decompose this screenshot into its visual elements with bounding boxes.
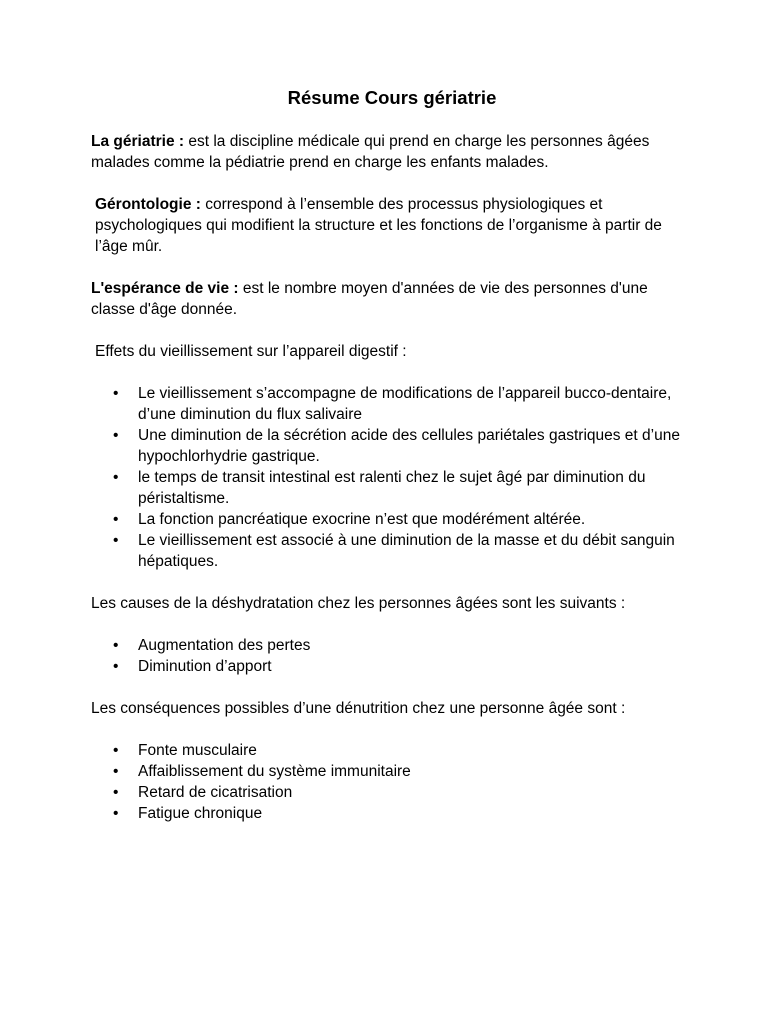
list-item: [91, 467, 691, 509]
definition-text: est le nombre moyen d'années de vie des personnes d'une classe d'âge donnée.: [91, 280, 648, 318]
list-item-text: Retard de cicatrisation: [138, 784, 293, 801]
bullet-icon: •: [113, 385, 119, 402]
section-heading-digestif: Effets du vieillissement sur l’appareil digestif :: [95, 343, 407, 360]
bullet-list-digestif: [91, 383, 691, 572]
list-item-text: Diminution d’apport: [138, 658, 272, 675]
bullet-icon: •: [113, 427, 119, 444]
bullet-icon: •: [113, 469, 119, 486]
definition-term: Gérontologie :: [95, 196, 201, 213]
list-item: [91, 803, 691, 824]
list-item-text: Fonte musculaire: [138, 742, 257, 759]
list-item-text: le temps de transit intestinal est ralenti chez le sujet âgé par diminution du péristaltisme.: [138, 469, 646, 507]
bullet-icon: •: [113, 742, 119, 759]
list-item: [91, 530, 691, 572]
bullet-icon: •: [113, 763, 119, 780]
bullet-list-denutrition: [91, 740, 691, 824]
definition-geriatrie: [91, 131, 691, 173]
list-item-text: Le vieillissement s’accompagne de modifications de l’appareil bucco-dentaire, d’une diminution du flux salivaire: [138, 385, 672, 423]
definition-term: La gériatrie :: [91, 133, 185, 150]
list-item: [91, 425, 691, 467]
list-item-text: Fatigue chronique: [138, 805, 263, 822]
definition-term: L'espérance de vie :: [91, 280, 239, 297]
list-item-text: Le vieillissement est associé à une diminution de la masse et du débit sanguin hépatiques.: [138, 532, 675, 570]
definition-gerontologie: [91, 194, 691, 257]
bullet-icon: •: [113, 784, 119, 801]
bullet-icon: •: [113, 511, 119, 528]
section-heading-denutrition: Les conséquences possibles d’une dénutrition chez une personne âgée sont :: [91, 700, 626, 717]
bullet-icon: •: [113, 637, 119, 654]
definition-text: est la discipline médicale qui prend en charge les personnes âgées malades comme la pédiatrie prend en charge les enfants malades.: [91, 133, 650, 171]
list-item-text: Affaiblissement du système immunitaire: [138, 763, 411, 780]
list-item: [91, 740, 691, 761]
bullet-icon: •: [113, 532, 119, 549]
list-item-text: La fonction pancréatique exocrine n’est que modérément altérée.: [138, 511, 586, 528]
definition-esperance-de-vie: [91, 278, 691, 320]
list-item: [91, 509, 691, 530]
list-item: [91, 635, 691, 656]
list-item: [91, 782, 691, 803]
list-item: [91, 656, 691, 677]
document-page: [91, 86, 691, 845]
list-item-text: Une diminution de la sécrétion acide des cellules pariétales gastriques et d’une hypochlorhydrie gastrique.: [138, 427, 680, 465]
bullet-icon: •: [113, 805, 119, 822]
bullet-list-deshydratation: [91, 635, 691, 677]
definition-text: correspond à l’ensemble des processus physiologiques et psychologiques qui modifient la structure et les fonctions de l’organisme à partir de l’âge mûr.: [95, 196, 662, 255]
list-item-text: Augmentation des pertes: [138, 637, 311, 654]
list-item: [91, 383, 691, 425]
list-item: [91, 761, 691, 782]
document-title: Résume Cours gériatrie: [287, 87, 497, 108]
bullet-icon: •: [113, 658, 119, 675]
section-heading-deshydratation: Les causes de la déshydratation chez les personnes âgées sont les suivants :: [91, 595, 626, 612]
